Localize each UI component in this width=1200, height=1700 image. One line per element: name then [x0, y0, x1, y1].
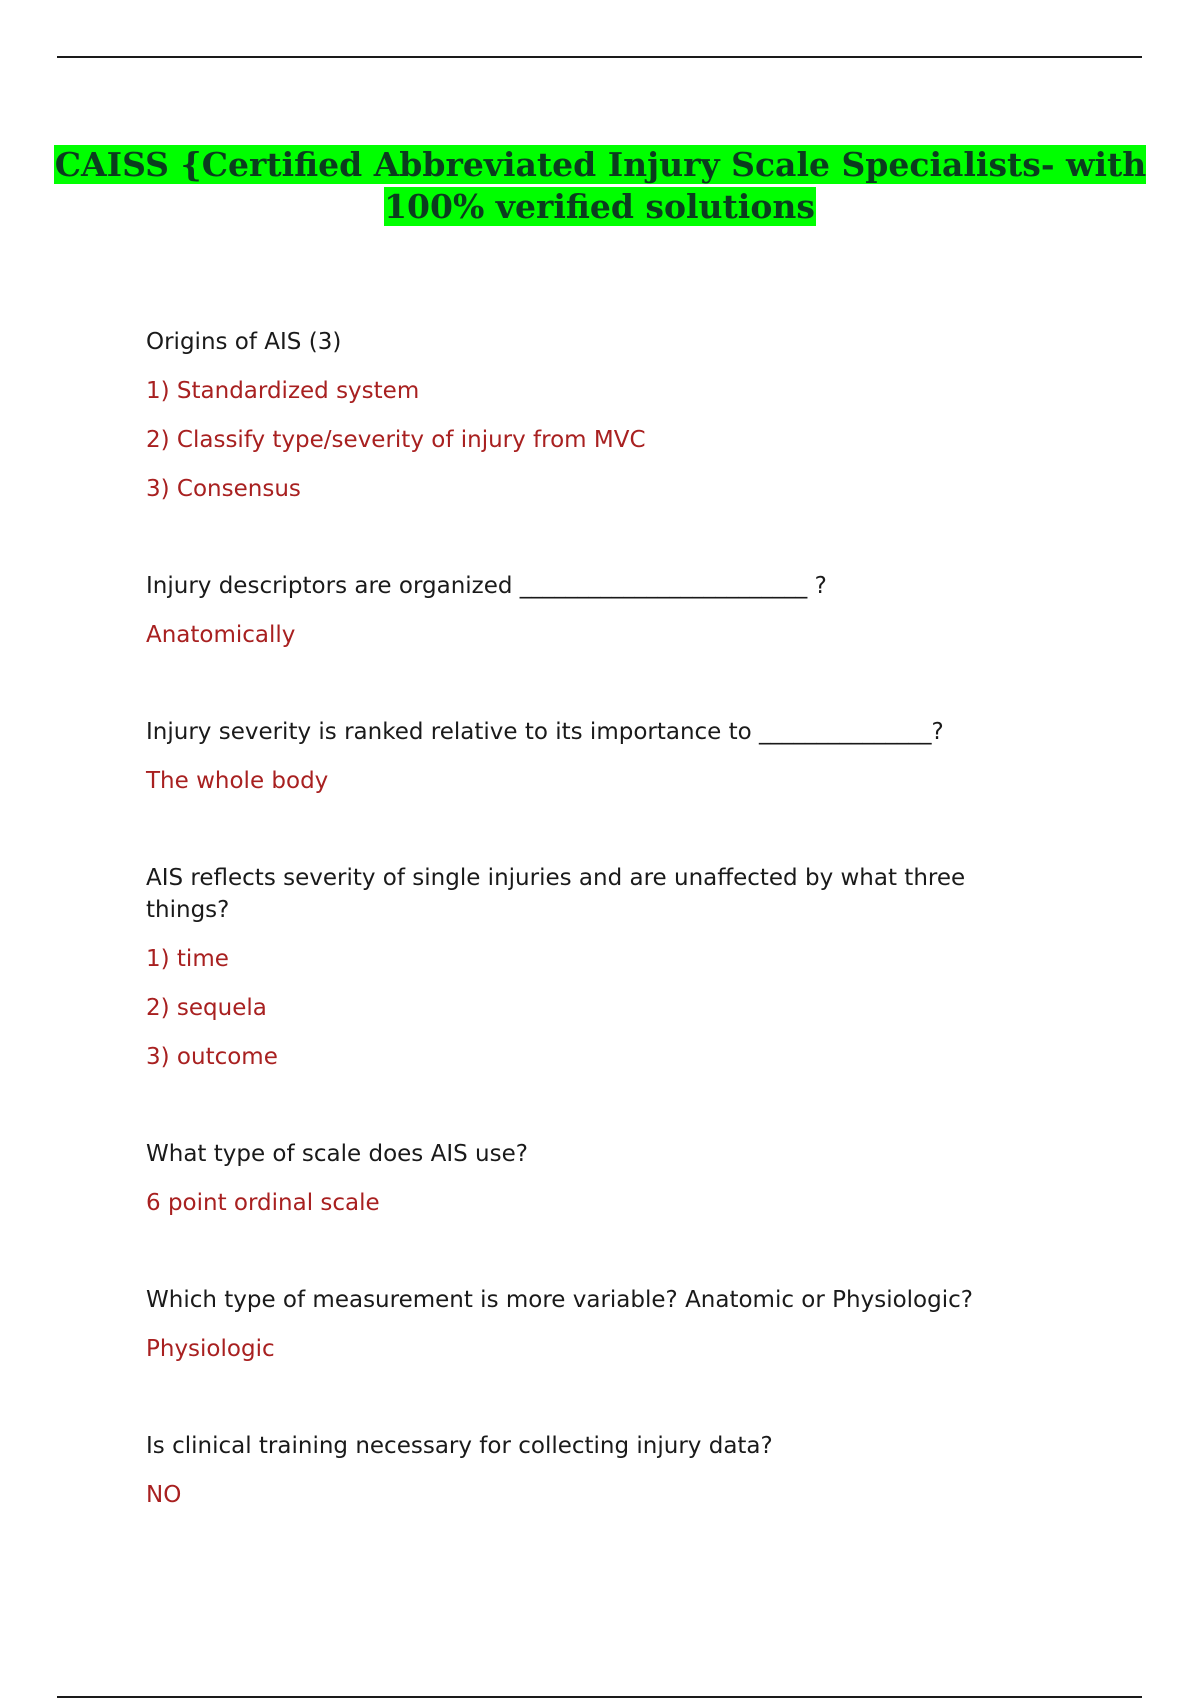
answer-text: Physiologic [146, 1336, 275, 1362]
qa-item-scale-type [146, 1138, 1046, 1219]
answer-text: 3) Consensus [146, 476, 301, 502]
question-text: Injury severity is ranked relative to its importance to _______________? [146, 719, 944, 745]
answer-text: 6 point ordinal scale [146, 1190, 380, 1216]
question-text: AIS reflects severity of single injuries and are unaffected by what three things? [146, 865, 966, 923]
answer-text: The whole body [146, 768, 329, 794]
qa-item-descriptors [146, 570, 1046, 651]
qa-item-severity [146, 716, 1046, 797]
answer-text: 3) outcome [146, 1044, 278, 1070]
qa-item-clinical-training [146, 1430, 1046, 1511]
footer-rule [57, 1696, 1142, 1698]
question-text: What type of scale does AIS use? [146, 1141, 528, 1167]
answer-text: 1) time [146, 946, 229, 972]
answer-text: 1) Standardized system [146, 378, 420, 404]
title-block [0, 144, 1200, 228]
question-text: Origins of AIS (3) [146, 329, 342, 355]
qa-item-measurement [146, 1284, 1046, 1365]
qa-item-origins [146, 326, 1046, 505]
document-title: CAISS {Certified Abbreviated Injury Scale Specialists- with 100% verified solutions [54, 145, 1147, 226]
answer-text: NO [146, 1482, 182, 1508]
answer-text: Anatomically [146, 622, 296, 648]
qa-list [146, 326, 1046, 1511]
question-text: Is clinical training necessary for collecting injury data? [146, 1433, 773, 1459]
answer-text: 2) sequela [146, 995, 267, 1021]
question-text: Which type of measurement is more variable? Anatomic or Physiologic? [146, 1287, 973, 1313]
answer-text: 2) Classify type/severity of injury from MVC [146, 427, 646, 453]
qa-item-unaffected [146, 862, 1046, 1073]
question-text: Injury descriptors are organized _________________________ ? [146, 573, 827, 599]
header-rule [57, 56, 1142, 58]
